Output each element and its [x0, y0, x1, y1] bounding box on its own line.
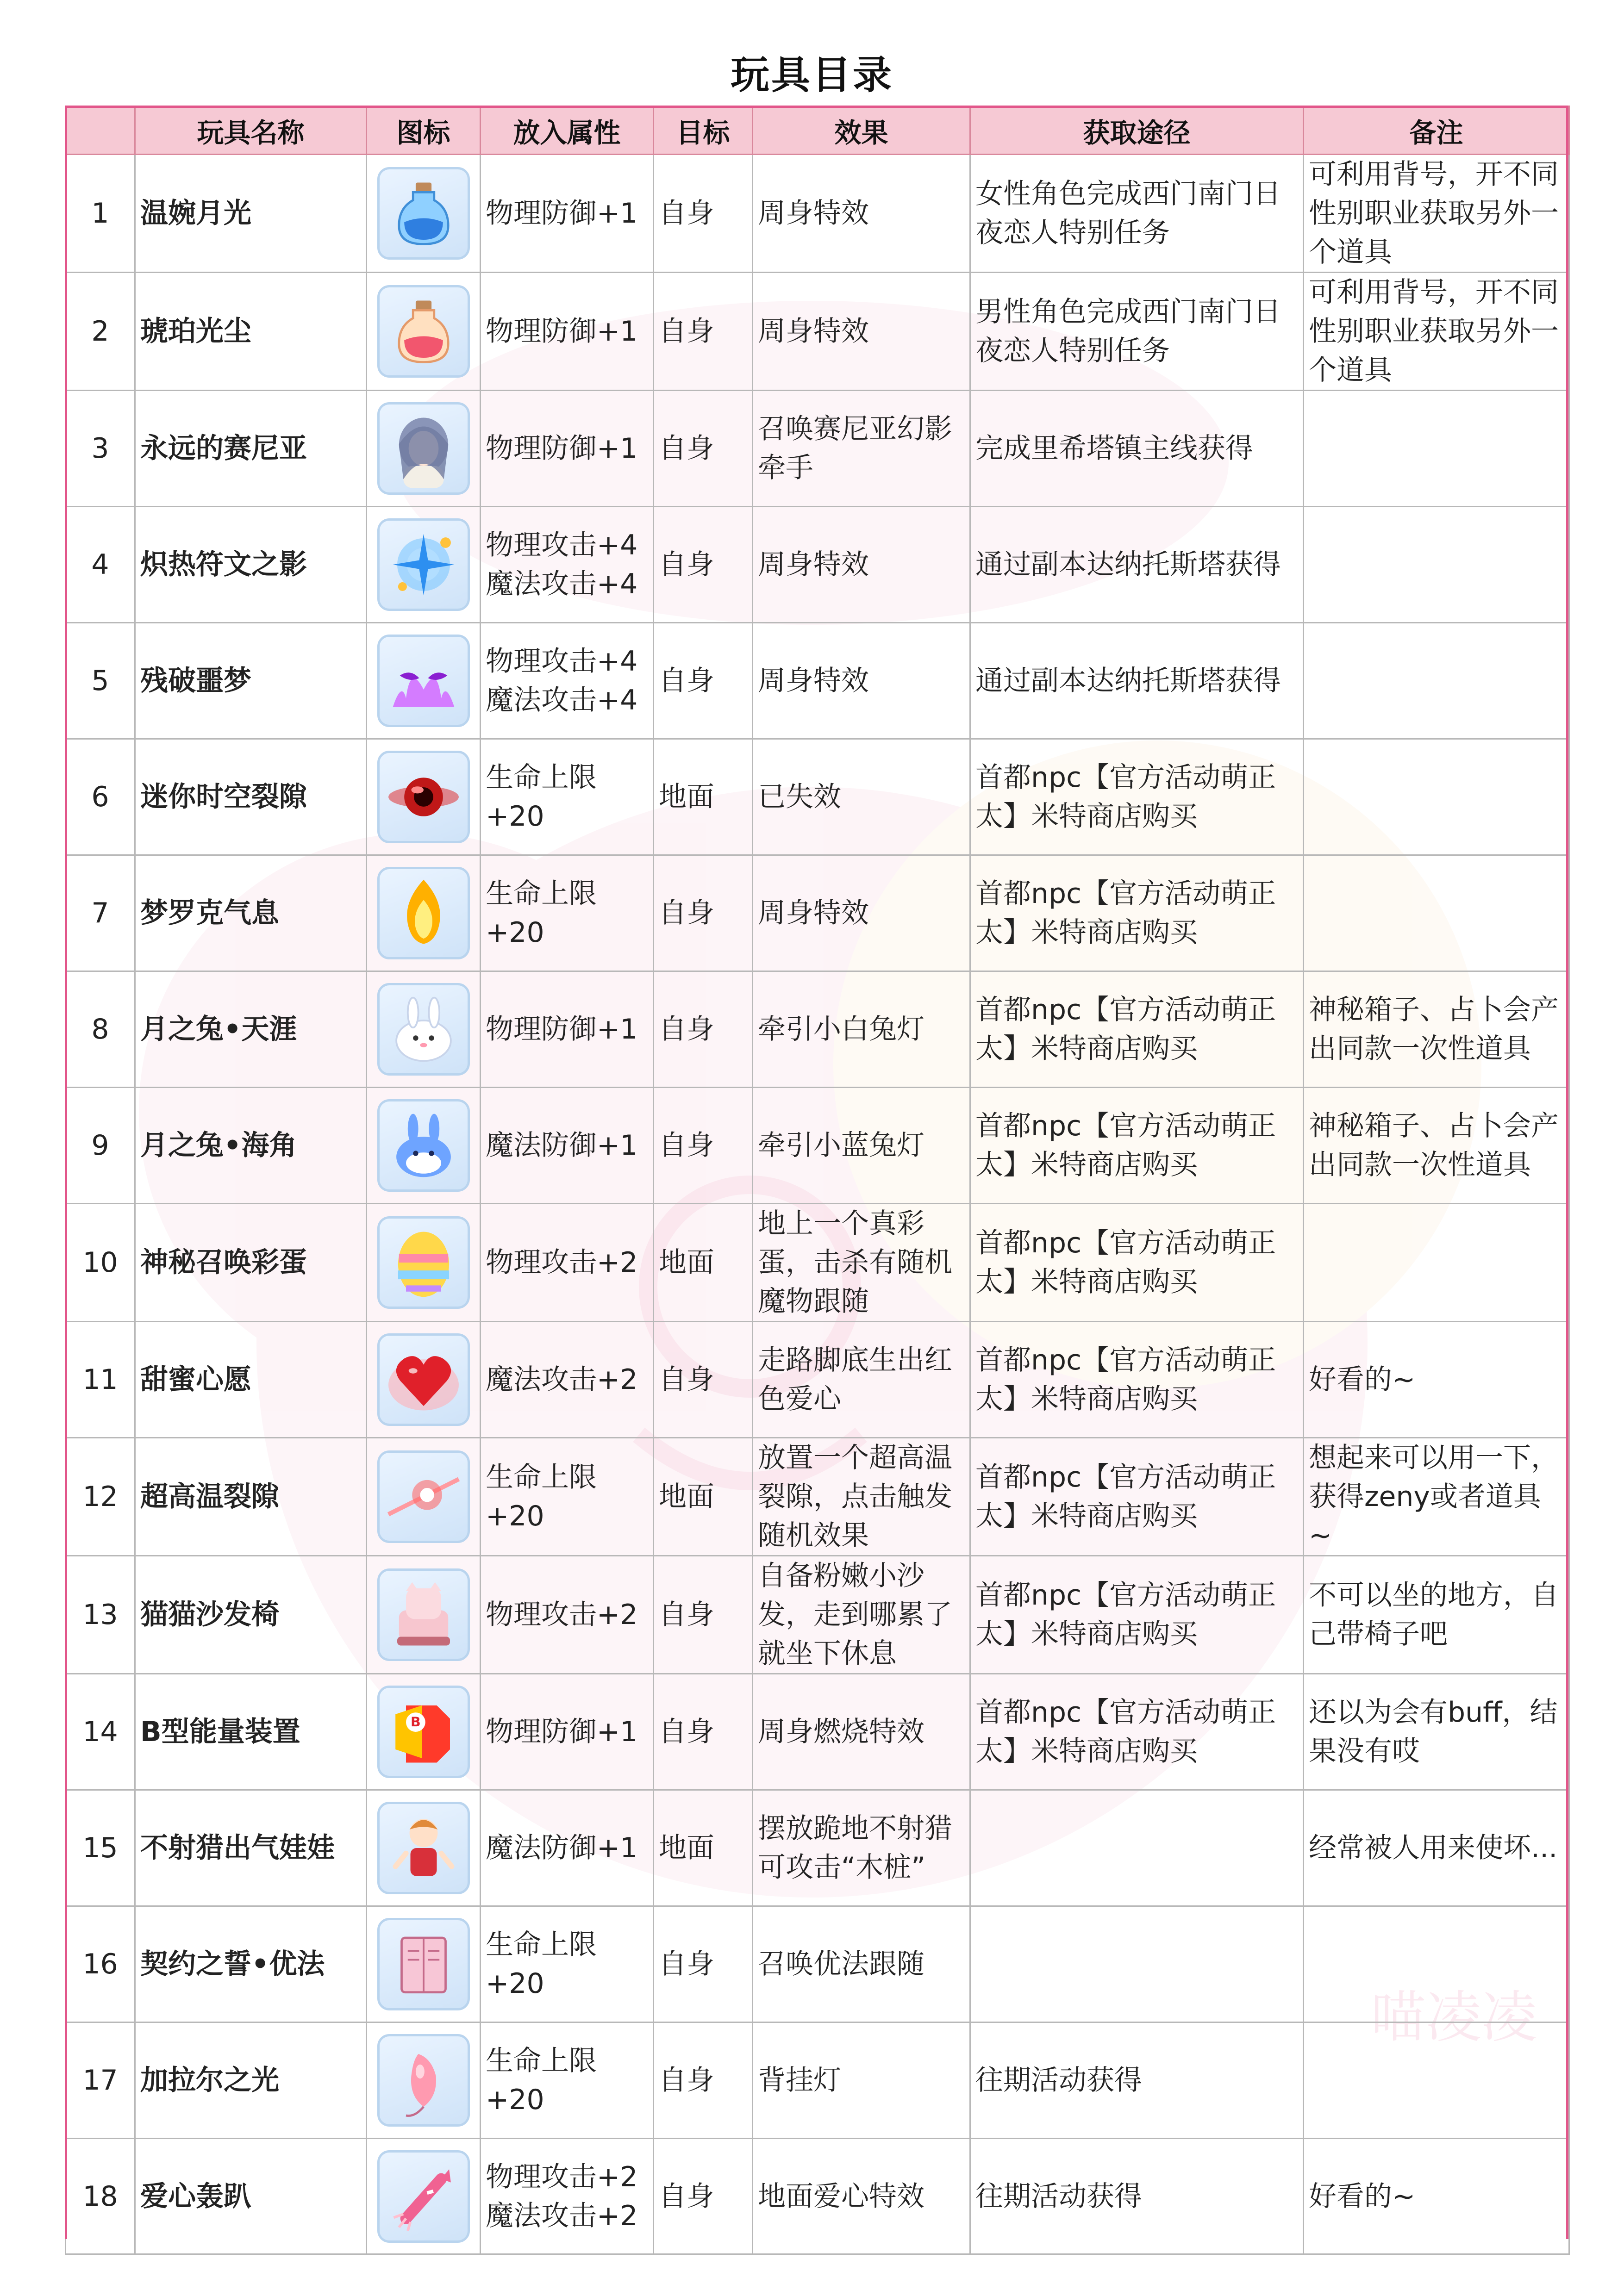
table-row — [66, 2139, 1569, 2254]
toy-icon-cell — [367, 971, 481, 1088]
toy-notes: 不可以坐的地方，自己带椅子吧 — [1304, 1556, 1569, 1674]
toy-source: 首都npc【官方活动萌正太】米特商店购买 — [970, 1204, 1304, 1322]
toy-target: 自身 — [654, 971, 753, 1088]
row-index: 3 — [66, 391, 135, 507]
toy-target: 自身 — [654, 1906, 753, 2022]
toy-notes: 好看的~ — [1304, 2139, 1569, 2254]
toy-name: 猫猫沙发椅 — [135, 1556, 367, 1674]
toy-target: 自身 — [654, 1088, 753, 1204]
table-row — [66, 1088, 1569, 1204]
toy-source: 首都npc【官方活动萌正太】米特商店购买 — [970, 1088, 1304, 1204]
header-target: 目标 — [654, 106, 753, 155]
toy-notes — [1304, 855, 1569, 971]
header-source: 获取途径 — [970, 106, 1304, 155]
red-rift-orb-icon — [377, 751, 470, 843]
svg-text:B: B — [410, 1714, 421, 1730]
toy-notes: 神秘箱子、占卜会产出同款一次性道具 — [1304, 971, 1569, 1088]
toy-effect: 自备粉嫩小沙发，走到哪累了就坐下休息 — [753, 1556, 970, 1674]
toy-effect: 已失效 — [753, 739, 970, 855]
toy-effect: 牵引小蓝兔灯 — [753, 1088, 970, 1204]
toy-name: 残破噩梦 — [135, 623, 367, 739]
toy-target: 自身 — [654, 1322, 753, 1438]
b-energy-device-icon — [377, 1686, 470, 1778]
toy-icon-cell — [367, 1906, 481, 2022]
blue-rabbit-icon — [377, 1099, 470, 1192]
toy-source: 首都npc【官方活动萌正太】米特商店购买 — [970, 1556, 1304, 1674]
toy-target: 自身 — [654, 273, 753, 391]
toy-name: 不射猎出气娃娃 — [135, 1790, 367, 1906]
row-index: 14 — [66, 1674, 135, 1790]
toy-icon-cell — [367, 155, 481, 273]
toy-attribute: 物理防御+1 — [481, 971, 654, 1088]
toy-notes — [1304, 1204, 1569, 1322]
toy-attribute: 物理攻击+2 — [481, 1556, 654, 1674]
toy-notes: 经常被人用来使坏... — [1304, 1790, 1569, 1906]
row-index: 15 — [66, 1790, 135, 1906]
toy-source: 首都npc【官方活动萌正太】米特商店购买 — [970, 971, 1304, 1088]
toy-icon-cell — [367, 507, 481, 623]
toy-name: 温婉月光 — [135, 155, 367, 273]
toy-effect: 地上一个真彩蛋，击杀有随机魔物跟随 — [753, 1204, 970, 1322]
white-rabbit-icon — [377, 983, 470, 1076]
toy-target: 自身 — [654, 1674, 753, 1790]
page-title: 玩具目录 — [730, 52, 893, 98]
toy-icon-cell — [367, 855, 481, 971]
toy-target: 自身 — [654, 1556, 753, 1674]
toy-name: 炽热符文之影 — [135, 507, 367, 623]
table-row — [66, 155, 1569, 273]
table-row — [66, 739, 1569, 855]
toy-name: 契约之誓•优法 — [135, 1906, 367, 2022]
toy-attribute: 物理攻击+2 魔法攻击+2 — [481, 2139, 654, 2254]
watermark-text: 喵凌凌 — [1370, 1985, 1537, 2050]
row-index: 18 — [66, 2139, 135, 2254]
toy-name: 迷你时空裂隙 — [135, 739, 367, 855]
toy-name: 加拉尔之光 — [135, 2022, 367, 2139]
cat-sofa-chair-icon — [377, 1568, 470, 1661]
toy-effect: 周身特效 — [753, 273, 970, 391]
toy-source — [970, 1790, 1304, 1906]
toy-notes: 可利用背号，开不同性别职业获取另外一个道具 — [1304, 273, 1569, 391]
toy-notes — [1304, 2022, 1569, 2139]
toy-attribute: 魔法攻击+2 — [481, 1322, 654, 1438]
toy-effect: 召唤优法跟随 — [753, 1906, 970, 2022]
toy-target: 地面 — [654, 1204, 753, 1322]
toy-attribute: 生命上限 +20 — [481, 1906, 654, 2022]
table-row — [66, 855, 1569, 971]
table-header-row — [66, 106, 1569, 155]
toy-name: 月之兔•海角 — [135, 1088, 367, 1204]
row-index: 12 — [66, 1438, 135, 1556]
row-index: 16 — [66, 1906, 135, 2022]
header-attribute: 放入属性 — [481, 106, 654, 155]
toy-effect: 摆放跪地不射猎可攻击“木桩” — [753, 1790, 970, 1906]
striped-easter-egg-icon — [377, 1216, 470, 1309]
toy-target: 自身 — [654, 507, 753, 623]
amber-potion-bottle-icon — [377, 285, 470, 378]
table-row — [66, 1204, 1569, 1322]
toy-icon-cell — [367, 1322, 481, 1438]
toy-icon-cell — [367, 623, 481, 739]
toy-name: 超高温裂隙 — [135, 1438, 367, 1556]
toy-target: 自身 — [654, 623, 753, 739]
toy-name: 神秘召唤彩蛋 — [135, 1204, 367, 1322]
table-row — [66, 1438, 1569, 1556]
toy-icon-cell — [367, 391, 481, 507]
row-index: 5 — [66, 623, 135, 739]
toy-icon-cell — [367, 1438, 481, 1556]
toy-icon-cell — [367, 273, 481, 391]
toy-icon-cell — [367, 739, 481, 855]
header-name: 玩具名称 — [135, 106, 367, 155]
toy-source: 通过副本达纳托斯塔获得 — [970, 507, 1304, 623]
heart-firework-rocket-icon — [377, 2150, 470, 2243]
toy-attribute: 魔法防御+1 — [481, 1790, 654, 1906]
toy-notes: 神秘箱子、占卜会产出同款一次性道具 — [1304, 1088, 1569, 1204]
toy-attribute: 物理攻击+4 魔法攻击+4 — [481, 507, 654, 623]
toy-attribute: 生命上限 +20 — [481, 1438, 654, 1556]
table-row — [66, 391, 1569, 507]
toy-attribute: 物理攻击+4 魔法攻击+4 — [481, 623, 654, 739]
toy-name: 永远的赛尼亚 — [135, 391, 367, 507]
toy-target: 自身 — [654, 2022, 753, 2139]
row-index: 11 — [66, 1322, 135, 1438]
toy-notes — [1304, 391, 1569, 507]
toy-icon-cell — [367, 2139, 481, 2254]
toy-notes — [1304, 739, 1569, 855]
toy-icon-cell — [367, 1674, 481, 1790]
toy-effect: 放置一个超高温裂隙，点击触发随机效果 — [753, 1438, 970, 1556]
row-index: 6 — [66, 739, 135, 855]
toy-attribute: 物理防御+1 — [481, 273, 654, 391]
row-index: 4 — [66, 507, 135, 623]
seniya-portrait-icon — [377, 402, 470, 495]
toy-source: 往期活动获得 — [970, 2139, 1304, 2254]
toy-attribute: 生命上限 +20 — [481, 2022, 654, 2139]
toy-effect: 召唤赛尼亚幻影牵手 — [753, 391, 970, 507]
toy-source: 往期活动获得 — [970, 2022, 1304, 2139]
toy-source: 首都npc【官方活动萌正太】米特商店购买 — [970, 1674, 1304, 1790]
toy-target: 自身 — [654, 2139, 753, 2254]
toy-effect: 走路脚底生出红色爱心 — [753, 1322, 970, 1438]
table-row — [66, 971, 1569, 1088]
toy-icon-cell — [367, 1204, 481, 1322]
toy-effect: 周身燃烧特效 — [753, 1674, 970, 1790]
toy-attribute: 魔法防御+1 — [481, 1088, 654, 1204]
toy-source: 男性角色完成西门南门日夜恋人特别任务 — [970, 273, 1304, 391]
toy-attribute: 生命上限 +20 — [481, 739, 654, 855]
toy-icon-cell — [367, 1556, 481, 1674]
toy-notes: 还以为会有buff，结果没有哎 — [1304, 1674, 1569, 1790]
glowing-rift-icon — [377, 1450, 470, 1543]
toy-effect: 周身特效 — [753, 507, 970, 623]
toy-effect: 牵引小白兔灯 — [753, 971, 970, 1088]
toy-effect: 地面爱心特效 — [753, 2139, 970, 2254]
toy-attribute: 物理防御+1 — [481, 1674, 654, 1790]
row-index: 10 — [66, 1204, 135, 1322]
toy-target: 自身 — [654, 855, 753, 971]
toy-source: 首都npc【官方活动萌正太】米特商店购买 — [970, 1438, 1304, 1556]
toy-notes — [1304, 507, 1569, 623]
header-effect: 效果 — [753, 106, 970, 155]
table-row — [66, 1790, 1569, 1906]
table-row — [66, 1906, 1569, 2022]
toy-notes — [1304, 1906, 1569, 2022]
toy-effect: 背挂灯 — [753, 2022, 970, 2139]
toy-effect: 周身特效 — [753, 855, 970, 971]
table-row — [66, 507, 1569, 623]
toy-target: 地面 — [654, 1438, 753, 1556]
table-row — [66, 273, 1569, 391]
row-index: 13 — [66, 1556, 135, 1674]
row-index: 2 — [66, 273, 135, 391]
header-index — [66, 106, 135, 155]
rune-sparkle-icon — [377, 518, 470, 611]
toy-name: 琥珀光尘 — [135, 273, 367, 391]
toy-name: 月之兔•天涯 — [135, 971, 367, 1088]
table-row — [66, 2022, 1569, 2139]
toy-name: 梦罗克气息 — [135, 855, 367, 971]
blue-potion-bottle-icon — [377, 167, 470, 260]
toy-notes: 好看的~ — [1304, 1322, 1569, 1438]
header-notes: 备注 — [1304, 106, 1569, 155]
toy-source: 女性角色完成西门南门日夜恋人特别任务 — [970, 155, 1304, 273]
row-index: 7 — [66, 855, 135, 971]
toy-source — [970, 1906, 1304, 2022]
row-index: 9 — [66, 1088, 135, 1204]
toy-catalog-table — [65, 106, 1570, 2255]
pink-contract-book-icon — [377, 1918, 470, 2010]
red-heart-icon — [377, 1333, 470, 1426]
toy-source: 首都npc【官方活动萌正太】米特商店购买 — [970, 855, 1304, 971]
toy-icon-cell — [367, 1790, 481, 1906]
toy-notes: 可利用背号，开不同性别职业获取另外一个道具 — [1304, 155, 1569, 273]
header-icon: 图标 — [367, 106, 481, 155]
toy-target: 地面 — [654, 739, 753, 855]
toy-target: 自身 — [654, 155, 753, 273]
table-row — [66, 623, 1569, 739]
toy-attribute: 物理防御+1 — [481, 155, 654, 273]
hunter-doll-icon — [377, 1802, 470, 1894]
purple-flame-eyes-icon — [377, 635, 470, 727]
toy-source: 首都npc【官方活动萌正太】米特商店购买 — [970, 739, 1304, 855]
table-row — [66, 1556, 1569, 1674]
toy-attribute: 物理防御+1 — [481, 391, 654, 507]
toy-icon-cell — [367, 2022, 481, 2139]
row-index: 8 — [66, 971, 135, 1088]
row-index: 17 — [66, 2022, 135, 2139]
toy-attribute: 生命上限 +20 — [481, 855, 654, 971]
toy-source: 通过副本达纳托斯塔获得 — [970, 623, 1304, 739]
table-row — [66, 1322, 1569, 1438]
toy-name: B型能量装置 — [135, 1674, 367, 1790]
golden-flame-icon — [377, 867, 470, 959]
toy-effect: 周身特效 — [753, 623, 970, 739]
toy-notes: 想起来可以用一下，获得zeny或者道具~ — [1304, 1438, 1569, 1556]
pink-lantern-icon — [377, 2034, 470, 2127]
toy-notes — [1304, 623, 1569, 739]
toy-effect: 周身特效 — [753, 155, 970, 273]
toy-attribute: 物理攻击+2 — [481, 1204, 654, 1322]
toy-source: 完成里希塔镇主线获得 — [970, 391, 1304, 507]
toy-name: 爱心轰趴 — [135, 2139, 367, 2254]
toy-name: 甜蜜心愿 — [135, 1322, 367, 1438]
toy-icon-cell — [367, 1088, 481, 1204]
toy-source: 首都npc【官方活动萌正太】米特商店购买 — [970, 1322, 1304, 1438]
toy-target: 自身 — [654, 391, 753, 507]
toy-target: 地面 — [654, 1790, 753, 1906]
table-row — [66, 1674, 1569, 1790]
row-index: 1 — [66, 155, 135, 273]
